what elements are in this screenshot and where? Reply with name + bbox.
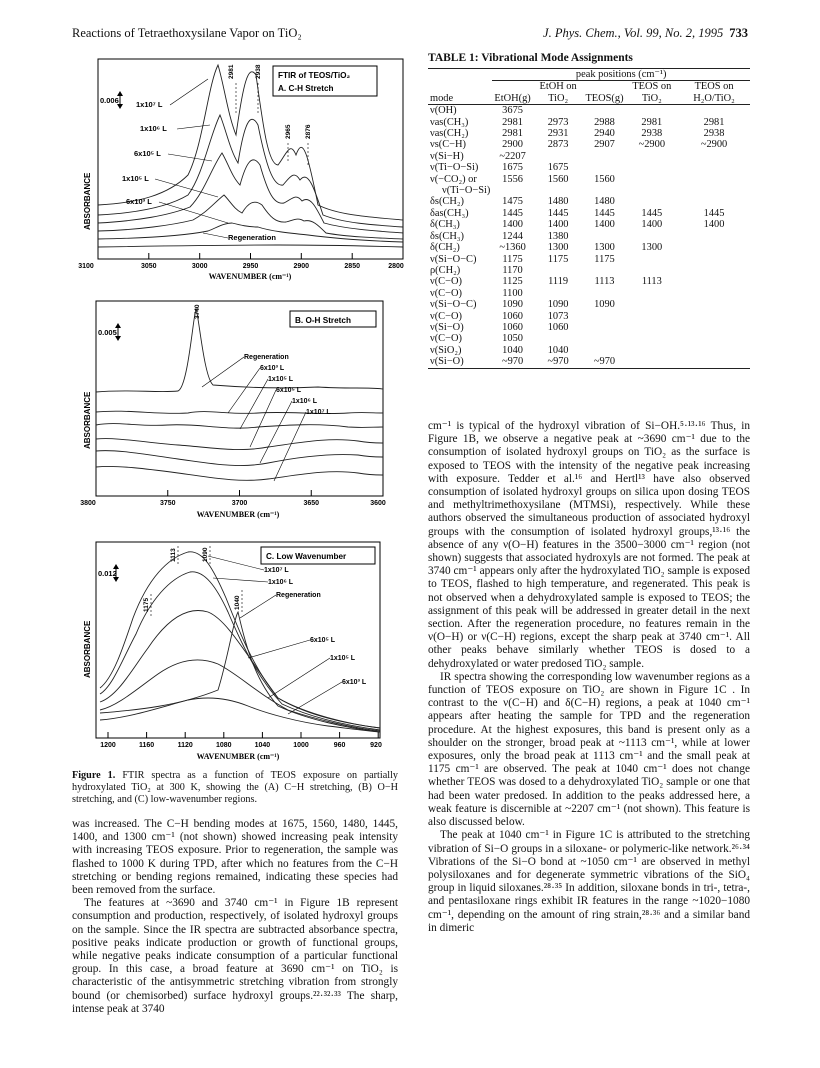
table-row [428, 356, 750, 368]
table-cell-mode: νas(CH₃) [430, 116, 469, 128]
table-cell-value: ~970 [583, 356, 625, 368]
table-cell-value: ~2900 [638, 139, 666, 151]
panel-a-ylabel: ABSORBANCE [83, 172, 92, 230]
table-cell-value: 2981 [641, 116, 663, 128]
table-cell-value: 1040 [502, 344, 523, 356]
panel-c-xtick-7: 920 [370, 742, 382, 749]
table-cell-value: 1113 [594, 276, 615, 288]
table-cell-value: 1400 [641, 219, 663, 231]
table-cell-value: 1050 [502, 333, 523, 345]
table-col-mode: mode [428, 81, 492, 105]
panel-a-scale-value: 0.006 [100, 96, 119, 105]
panel-a-label-3: 6x10⁵ L [134, 149, 161, 158]
panel-b-label-6: 1x10⁷ L [306, 409, 331, 416]
table-span-header: peak positions (cm⁻¹) [492, 69, 750, 81]
table-cell-value: 2981 [502, 116, 523, 128]
panel-c-peak-3: 1175 [143, 597, 150, 612]
table-cell-value: 2981 [502, 128, 523, 140]
table-cell-value [626, 265, 679, 276]
table-row [428, 231, 750, 242]
table-cell-value [626, 231, 679, 242]
table-row [428, 139, 750, 150]
table-cell-value: 1060 [502, 321, 523, 333]
table-cell-value [678, 231, 750, 242]
table-cell-value [678, 254, 750, 265]
panel-b-curve-6e5 [96, 439, 383, 450]
panel-a-xtick-4: 2900 [293, 263, 310, 270]
panel-c-xtick-0: 1200 [100, 742, 116, 749]
panel-b-title: B. O-H Stretch [295, 316, 351, 325]
table-cell-value: 1300 [547, 242, 569, 254]
table-col-teos-h2o-tio2: TEOS on H₂O/TiO₂ [678, 81, 750, 105]
panel-c-xtick-3: 1080 [216, 742, 232, 749]
panel-b-spectra [96, 309, 383, 480]
table-cell-value: 1675 [547, 162, 569, 174]
table-cell-mode: νas(CH₂) [430, 128, 469, 140]
header-article-title: Reactions of Tetraethoxysilane Vapor on TiO₂ [72, 26, 302, 40]
table-cell-value [678, 345, 750, 356]
table-cell-value: 1480 [594, 196, 615, 208]
panel-c-ticks [108, 732, 378, 738]
running-header [72, 26, 748, 44]
panel-b-label-3: 1x10⁵ L [268, 376, 294, 383]
table-cell-mode: δs(CH₂) [430, 196, 464, 208]
table-cell-value: 1090 [502, 299, 523, 311]
table-cell-value [626, 254, 679, 265]
table-cell-value: 1400 [594, 219, 615, 231]
table-cell-value: ~2207 [499, 150, 526, 162]
table-col-etoh-tio2: EtOH on TiO₂ [533, 81, 584, 105]
table-cell-value: 2938 [641, 128, 663, 140]
table-cell-value: 1445 [641, 207, 663, 219]
table-cell-mode: ν(Si−H) [430, 150, 464, 162]
panel-c-label-3: Regeneration [276, 592, 321, 599]
table-row [428, 185, 750, 196]
table-cell-value [678, 322, 750, 333]
table-cell-value [626, 288, 679, 299]
panel-a-label-regen: Regeneration [228, 233, 276, 242]
table-cell-mode: δ(CH₃) [430, 219, 460, 231]
panel-b-label-2: 6x10³ L [260, 365, 285, 372]
panel-a-curve-6e5 [98, 153, 403, 233]
table-cell-value [626, 151, 679, 162]
panel-a-xtick-1: 3050 [141, 263, 157, 270]
panel-c-label-1: 1x10⁷ L [264, 567, 289, 574]
table-cell-value [626, 322, 679, 333]
table-cell-value [626, 162, 679, 173]
table-cell-value: 2900 [502, 139, 523, 151]
header-page-number: 733 [729, 26, 748, 40]
table-cell-value: 1175 [594, 253, 615, 265]
table-cell-mode: ν(C−O) [430, 333, 462, 345]
panel-a-xtick-labels [78, 263, 404, 270]
table-cell-value: 1300 [594, 242, 615, 254]
panel-b-frame [96, 301, 383, 496]
table-cell-value: 1556 [502, 173, 523, 185]
panel-b-xtick-1: 3750 [159, 500, 176, 507]
table-cell-value [626, 105, 679, 117]
table-cell-value [626, 185, 679, 196]
table-cell-value [678, 265, 750, 276]
panel-c-label-5: 1x10⁵ L [330, 655, 356, 662]
table-row [428, 322, 750, 333]
panel-a-label-1: 1x10⁷ L [136, 100, 163, 109]
table-col-teos-tio2: TEOS on TiO₂ [626, 81, 679, 105]
table-cell-value [583, 105, 625, 117]
panel-c-frame [96, 542, 380, 738]
panel-c-title: C. Low Wavenumber [266, 552, 347, 561]
table-row [428, 105, 750, 117]
table-cell-value: 2907 [594, 139, 615, 151]
panel-b-xtick-4: 3600 [370, 500, 386, 507]
panel-a-xtick-0: 3100 [78, 263, 94, 270]
table-cell-value [583, 288, 625, 299]
table-cell-mode: δs(CH₃) [430, 230, 464, 242]
panel-c-xtick-5: 1000 [293, 742, 309, 749]
panel-a-curve-regen [98, 245, 403, 247]
figure-panel-c [78, 538, 408, 766]
table-cell-mode: ν(C−O) [430, 310, 462, 322]
table-cell-mode: ν(SiO₂) [430, 344, 462, 356]
table-cell-value [626, 196, 679, 207]
panel-a-ticks [98, 253, 403, 259]
table-row [428, 288, 750, 299]
panel-c-xtick-1: 1160 [139, 742, 155, 749]
table-cell-value [626, 345, 679, 356]
table-cell-value: 1300 [641, 242, 663, 254]
table-cell-mode: ν(OH) [430, 105, 457, 117]
panel-b-peak-1: 3740 [194, 304, 201, 319]
table-cell-value: 1175 [502, 253, 523, 265]
table-cell-value [626, 311, 679, 322]
table-cell-value [583, 345, 625, 356]
table-cell-value: 1040 [547, 344, 569, 356]
table-cell-value [626, 174, 679, 185]
panel-b-label-4: 6x10⁵ L [276, 387, 302, 394]
table-cell-mode: δ(CH₂) [430, 242, 460, 254]
table-cell-value: 1380 [547, 230, 569, 242]
table-row [428, 265, 750, 276]
table-cell-value [678, 242, 750, 253]
panel-b-curve-6e3 [96, 411, 383, 413]
panel-c-xlabel: WAVENUMBER (cm⁻¹) [196, 752, 280, 761]
table-cell-value: 1100 [502, 287, 523, 299]
panel-a-xtick-2: 3000 [191, 263, 208, 270]
table-cell-value: 2973 [547, 116, 569, 128]
table-cell-value [583, 265, 625, 276]
table-cell-mode: ρ(CH₂) [430, 264, 461, 276]
table-cell-value [626, 356, 679, 368]
vibrational-mode-table [428, 68, 750, 369]
table-row [428, 333, 750, 344]
table-cell-value: 1475 [502, 196, 523, 208]
table-cell-value: 2931 [547, 128, 569, 140]
table-cell-value: 2938 [703, 128, 725, 140]
table-cell-value: 1480 [547, 196, 569, 208]
panel-a-xtick-5: 2850 [344, 263, 360, 270]
figure-panel-b [78, 297, 408, 525]
header-journal-name: J. Phys. Chem., Vol. 99, No. 2, 1995 [543, 26, 724, 40]
panel-c-xtick-6: 960 [333, 742, 346, 749]
table-cell-mode: ν(Si−O) [430, 321, 464, 333]
left-paragraph-2: The features at ~3690 and 3740 cm⁻¹ in Figure 1B represent consumption and production, respectively, of isolated hydroxyl groups on the sample. Since the IR spectra are subtracted absorbance spectra, positive peaks indicate production or growth of functional groups, while negative peaks indicate consumption of a particular functional group. In this case, a broad feature at 3690 cm⁻¹ on TiO₂ is characteristic of the antisymmetric stretching vibration from strongly bound (or chemisorbed) surface hydroxyl groups.²²·³²·³³ The sharp, intense peak at 3740 [72, 897, 398, 1015]
panel-c-peak-2: 1090 [202, 547, 209, 562]
panel-b-xlabel: WAVENUMBER (cm⁻¹) [196, 510, 280, 519]
figure-panel-a [78, 55, 408, 283]
panel-a-plot [78, 55, 408, 283]
panel-a-xtick-3: 2950 [242, 263, 259, 270]
panel-c-label-6: 6x10³ L [342, 679, 367, 686]
panel-a-curve-labels [122, 100, 276, 242]
table-row [428, 117, 750, 128]
panel-c-ylabel: ABSORBANCE [83, 620, 92, 678]
panel-a-label-5: 6x10³ L [126, 197, 152, 206]
panel-b-curve-1e6 [96, 451, 383, 466]
panel-c-curve-6e5 [100, 611, 380, 729]
table-row [428, 299, 750, 310]
panel-b-plot [78, 297, 408, 525]
panel-c-curve-regen [100, 612, 380, 732]
table-cell-mode: ν(C−O) [430, 287, 462, 299]
panel-a-peak-4: 2876 [305, 124, 312, 139]
table-title: TABLE 1: Vibrational Mode Assignments [428, 52, 633, 64]
table-cell-mode: ν(Si−O−C) [430, 253, 477, 265]
table-cell-value [533, 105, 584, 117]
table-cell-mode: ν(Si−O−C) [430, 299, 477, 311]
table-row [428, 162, 750, 173]
table-cell-value: 1400 [703, 219, 725, 231]
right-paragraph-1: cm⁻¹ is typical of the hydroxyl vibration of Si−OH.⁵·¹³·¹⁶ Thus, in Figure 1B, we observe a negative peak at ~3690 cm⁻¹ due to the consumption of isolated hydroxyl groups on TiO₂ as the surface is exposed to TEOS with the intensity of the negative peak increasing with exposure. Tedder et al.¹⁶ and Hertl¹³ have also observed consumption of isolated hydroxyl groups on silica upon dosing TEOS and methyltrimethoxysilane (MTMSi), respectively. While these authors observed the simultaneous production of associated hydroxyl groups with the consumption of isolated hydroxyl groups,¹³·¹⁶ the absence of any ν(O−H) features in the 3500−3000 cm⁻¹ region (not shown) suggests that associated hydroxyls are not formed. The peak at 3740 cm⁻¹ appears only after the hydroxylated TiO₂ sample is exposed to TEOS, flashed to high temperature, and regenerated. This peak is not observed when a dehydroxylated sample is exposed to TEOS; the assignment of this peak will be addressed in greater detail in the next section. After the regeneration procedure, no features remain in the ν(O−H) or ν(C−H) regions, except the sharp peak at 3740 cm⁻¹. All other peaks behave similarly whether TEOS is dosed to a dehydroxylated or water predosed TiO₂ sample. [428, 420, 750, 670]
table-mode-spacer [428, 69, 492, 81]
table-cell-value [533, 185, 584, 196]
table-cell-value: ~970 [533, 356, 584, 368]
right-paragraph-2: IR spectra showing the corresponding low wavenumber regions as a function of TEOS exposure on TiO₂ are shown in Figure 1C . In contrast to the ν(C−H) and δ(C−H) regions, a peak at 1040 cm⁻¹ appears after heating the sample for TPD and the regeneration procedure. At the highest exposures, this band is present only as a shoulder on the stronger, broad peak at ~1113 cm⁻¹, while at lower exposures, only the broad peak at 1113 cm⁻¹ and the small peak at 1175 cm⁻¹ are observed. The peak at 1040 cm⁻¹ does not change whether TEOS was dosed to a dehydroxylated TiO₂ sample or one that had been water predosed. In addition to the peaks addressed here, a weak feature is discernible at ~2207 cm⁻¹ (not shown). This feature is also discussed below. [428, 670, 750, 829]
table-cell-value: 1445 [703, 207, 725, 219]
figure-caption [72, 770, 398, 807]
panel-b-label-1: Regeneration [244, 354, 289, 361]
table-cell-value [533, 265, 584, 276]
panel-b-ticks [96, 490, 383, 496]
table-cell-value: 1400 [547, 219, 569, 231]
table-cell-value [583, 311, 625, 322]
table-row [428, 254, 750, 265]
table-cell-mode: νs(C−H) [430, 139, 466, 151]
panel-a-peak-3: 2965 [285, 124, 292, 139]
panel-a-title-line2: A. C-H Stretch [278, 84, 334, 93]
table-cell-value [583, 162, 625, 173]
table-cell-value: 1175 [547, 253, 569, 265]
panel-a-title-line1: FTIR of TEOS/TiO₂ [278, 71, 351, 80]
table-row [428, 276, 750, 287]
table-cell-value: 1170 [502, 264, 523, 276]
table-row [428, 174, 750, 185]
table-cell-value: 1090 [594, 299, 615, 311]
table-cell-value: 1244 [502, 230, 523, 242]
panel-c-peak-4: 1040 [234, 595, 241, 610]
panel-b-curve-1e5 [96, 424, 383, 429]
table-cell-value: 1113 [641, 276, 662, 288]
table-cell-value [678, 196, 750, 207]
panel-a-xtick-6: 2800 [388, 263, 404, 270]
table-cell-value [492, 185, 532, 196]
table-cell-value: 1060 [502, 310, 523, 322]
table-row [428, 128, 750, 139]
left-column-text [72, 818, 398, 1016]
table-cell-value [678, 174, 750, 185]
table-cell-value [583, 151, 625, 162]
table-row [428, 345, 750, 356]
table-cell-value [678, 185, 750, 196]
panel-b-curve-1e7 [96, 466, 383, 480]
table-cell-value: ~970 [492, 356, 532, 368]
panel-b-xtick-2: 3700 [231, 500, 248, 507]
table-cell-value: 1445 [547, 207, 569, 219]
header-journal [543, 26, 748, 41]
table-cell-value: 1090 [547, 299, 569, 311]
table-cell-value [678, 299, 750, 310]
figure-caption-text: FTIR spectra as a function of TEOS exposure on partially hydroxylated TiO₂ at 300 K, showing the (A) C−H stretching, (B) O−H stretching, and (C) low-wavenumber regions. [72, 770, 398, 806]
table-cell-mode: ν(Si−O) [428, 356, 492, 368]
table-cell-value [533, 288, 584, 299]
table-row [428, 208, 750, 219]
table-col-etoh-g: EtOH(g) [492, 81, 532, 105]
panel-c-xtick-4: 1040 [254, 742, 271, 749]
table-cell-value: 1560 [594, 173, 615, 185]
table-cell-value [626, 333, 679, 344]
panel-c-spectra [100, 552, 380, 732]
table-cell-value [626, 299, 679, 310]
table-cell-value [678, 288, 750, 299]
right-column-text [428, 420, 750, 935]
right-paragraph-3: The peak at 1040 cm⁻¹ in Figure 1C is attributed to the stretching vibration of Si−O groups in a siloxane- or polymeric-like network.²⁶·³⁴ Vibrations of the Si−O bond at ~1050 cm⁻¹ are observed in methyl polysiloxanes and for degenerate symmetric vibrations of the SiO₄ group in liquid siloxanes.²⁸·³⁵ In addition, siloxane bonds in tri-, tetra-, and pentasiloxane rings exhibit IR features in the range ~1020−1080 cm⁻¹, depending on the amount of ring strain,²⁸·³⁶ and a similar band in dimeric [428, 829, 750, 934]
panel-c-xtick-2: 1120 [177, 742, 193, 749]
panel-c-xtick-labels [100, 742, 382, 749]
panel-c-peak-1: 1113 [170, 548, 177, 562]
panel-a-xlabel: WAVENUMBER (cm⁻¹) [208, 272, 292, 281]
table-cell-value: 3675 [502, 105, 523, 117]
table-cell-value: 2981 [703, 116, 725, 128]
table-cell-value [583, 322, 625, 333]
table-cell-value: 1060 [547, 321, 569, 333]
table-cell-value: 1073 [547, 310, 569, 322]
panel-c-label-4: 6x10⁵ L [310, 637, 336, 644]
panel-c-curve-1e7 [100, 552, 380, 728]
panel-b-xtick-3: 3650 [303, 500, 320, 507]
table-cell-value [533, 333, 584, 344]
table-cell-value [678, 162, 750, 173]
table-cell-value [678, 105, 750, 117]
panel-b-scale-value: 0.005 [98, 328, 117, 337]
panel-b-xtick-labels [80, 500, 386, 507]
table-cell-value [533, 151, 584, 162]
panel-a-peak-2: 2938 [255, 64, 262, 79]
panel-c-curve-6e3 [100, 698, 380, 732]
panel-b-xtick-0: 3800 [80, 500, 96, 507]
table-cell-value: 1445 [594, 207, 615, 219]
panel-c-scale-value: 0.012 [98, 569, 117, 578]
table-cell-value: 2940 [594, 128, 615, 140]
table-cell-mode: δas(CH₃) [430, 207, 469, 219]
table-row [428, 219, 750, 230]
table-cell-value: 1445 [502, 207, 523, 219]
table-cell-value: ~1360 [499, 242, 526, 254]
table-row [428, 196, 750, 207]
table-cell-mode: ν(Ti−O−Si) [442, 185, 491, 197]
panel-c-plot [78, 538, 408, 766]
table-cell-value: 1675 [502, 162, 523, 174]
table-cell-value [678, 356, 750, 368]
table-cell-value: ~2900 [700, 139, 728, 151]
table-row [428, 151, 750, 162]
table-cell-mode: ν(Ti−O−Si) [430, 162, 479, 174]
panel-c-peak-labels [143, 547, 241, 612]
table-cell-mode: ν(C−O) [430, 276, 462, 288]
table-cell-value [678, 151, 750, 162]
panel-a-peak-1: 2981 [228, 64, 235, 79]
panel-b-ylabel: ABSORBANCE [83, 391, 92, 449]
table-cell-value: 1400 [502, 219, 523, 231]
table-cell-value [583, 231, 625, 242]
panel-a-label-4: 1x10⁵ L [122, 174, 149, 183]
table-cell-value [583, 333, 625, 344]
table-cell-value: 2873 [547, 139, 569, 151]
table-cell-value: 1560 [547, 173, 569, 185]
figure-caption-label: Figure 1. [72, 770, 116, 781]
table-cell-value [678, 276, 750, 287]
table-cell-value: 2988 [594, 116, 615, 128]
table-cell-mode: ν(−CO₂) or [430, 173, 477, 185]
panel-b-curve-labels [244, 354, 331, 416]
panel-a-label-2: 1x10⁶ L [140, 124, 167, 133]
table-cell-value: 1119 [548, 276, 569, 288]
table-row [428, 311, 750, 322]
table-cell-value [678, 333, 750, 344]
table-body [428, 105, 750, 368]
table-col-teos-g: TEOS(g) [583, 81, 625, 105]
panel-c-curve-labels [264, 567, 367, 686]
table-row [428, 242, 750, 253]
table-cell-value [583, 185, 625, 196]
table-cell-value [678, 311, 750, 322]
table-cell-value: 1125 [502, 276, 523, 288]
panel-b-label-5: 1x10⁶ L [292, 398, 318, 405]
panel-c-label-2: 1x10⁶ L [268, 579, 294, 586]
left-paragraph-1: was increased. The C−H bending modes at 1675, 1560, 1480, 1445, 1400, and 1300 cm⁻¹ (not shown) showed increasing peak intensity with increasing TEOS exposure. Prior to regeneration, the sample was flashed to 1000 K during TPD, after which no features from the C−H stretching or bending regions remained, indicating these species had been removed from the surface. [72, 818, 398, 897]
panel-c-peak-markers [151, 546, 242, 616]
